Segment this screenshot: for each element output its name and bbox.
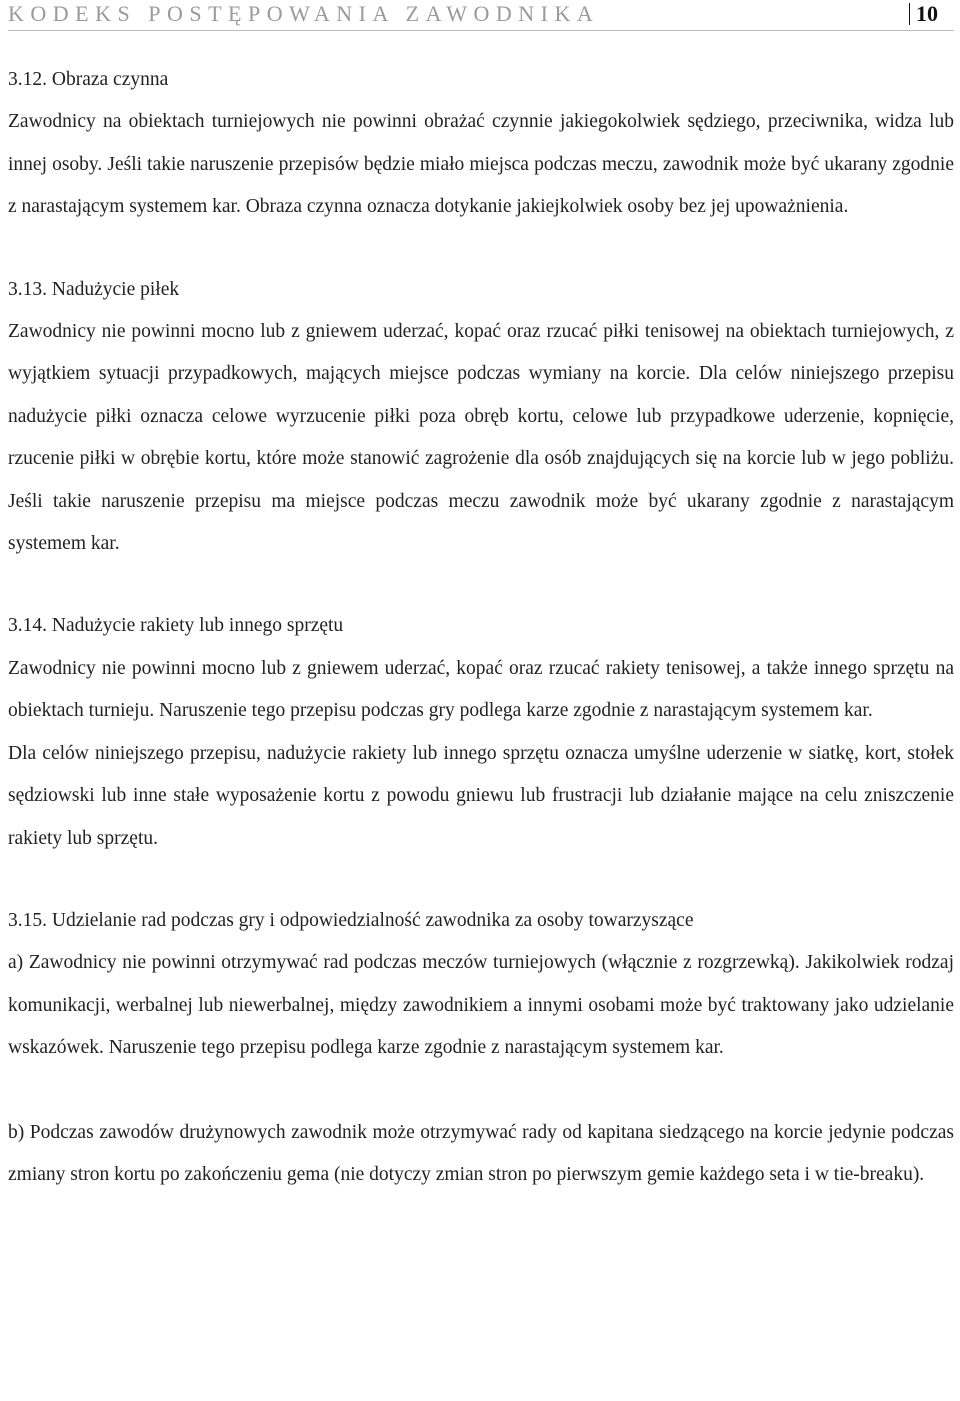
section-heading: 3.15. Udzielanie rad podczas gry i odpowiedzialność zawodnika za osoby towarzyszące (8, 909, 694, 931)
section-paragraph-b: b) Podczas zawodów drużynowych zawodnik może otrzymywać rady od kapitana siedzącego na korcie jedynie podczas zmiany stron kortu po zakończeniu gema (nie dotyczy zmian stron po pierwszym gemie każdego seta i w tie-breaku). (8, 1121, 954, 1185)
section-paragraph: Dla celów niniejszego przepisu, nadużycie rakiety lub innego sprzętu oznacza umyślne uderzenie w siatkę, kort, stołek sędziowski lub inne stałe wyposażenie kortu z powodu gniewu lub frustracji lub działanie mające na celu zniszczenie rakiety lub sprzętu. (8, 742, 954, 849)
page-number: 10 (909, 3, 938, 25)
section-heading: 3.13. Nadużycie piłek (8, 278, 180, 300)
section-3-14 (8, 605, 954, 859)
document-page (8, 0, 954, 1196)
section-heading: 3.12. Obraza czynna (8, 69, 169, 90)
page-header (8, 0, 954, 31)
section-3-12 (8, 59, 954, 229)
section-paragraph: Zawodnicy nie powinni mocno lub z gniewem uderzać, kopać oraz rzucać piłki tenisowej na obiektach turniejowych, z wyjątkiem sytuacji przypadkowych, mających miejsce podczas wymiany na korcie. Dla celów niniejszego przepisu nadużycie piłki oznacza celowe wyrzucenie piłki poza obręb kortu, celowe lub przypadkowe uderzenie, kopnięcie, rzucenie piłki w obrębie kortu, które może stanowić zagrożenie dla osób znajdujących się na korcie lub w jego pobliżu. Jeśli takie naruszenie przepisu ma miejsce podczas meczu zawodnik może być ukarany zgodnie z narastającym systemem kar. (8, 321, 954, 555)
document-body (8, 59, 954, 1196)
section-3-13 (8, 269, 954, 566)
section-paragraph-a: a) Zawodnicy nie powinni otrzymywać rad podczas meczów turniejowych (włącznie z rozgrzewką). Jakikolwiek rodzaj komunikacji, werbalnej lub niewerbalnej, między zawodnikiem a innymi osobami może być traktowany jako udzielanie wskazówek. Naruszenie tego przepisu podlega karze zgodnie z narastającym systemem kar. (8, 952, 954, 1059)
section-paragraph: Zawodnicy na obiektach turniejowych nie powinni obrażać czynnie jakiegokolwiek sędziego, przeciwnika, widza lub innej osoby. Jeśli takie naruszenie przepisów będzie miało miejsca podczas meczu, zawodnik może być ukarany zgodnie z narastającym systemem kar. Obraza czynna oznacza dotykanie jakiejkolwiek osoby bez jej upoważnienia. (8, 111, 954, 218)
section-paragraph: Zawodnicy nie powinni mocno lub z gniewem uderzać, kopać oraz rzucać rakiety tenisowej, a także innego sprzętu na obiektach turnieju. Naruszenie tego przepisu podczas gry podlega karze zgodnie z narastającym systemem kar. (8, 657, 954, 722)
document-title: KODEKS POSTĘPOWANIA ZAWODNIKA (8, 1, 600, 26)
section-3-15 (8, 900, 954, 1196)
section-heading: 3.14. Nadużycie rakiety lub innego sprzętu (8, 615, 344, 637)
